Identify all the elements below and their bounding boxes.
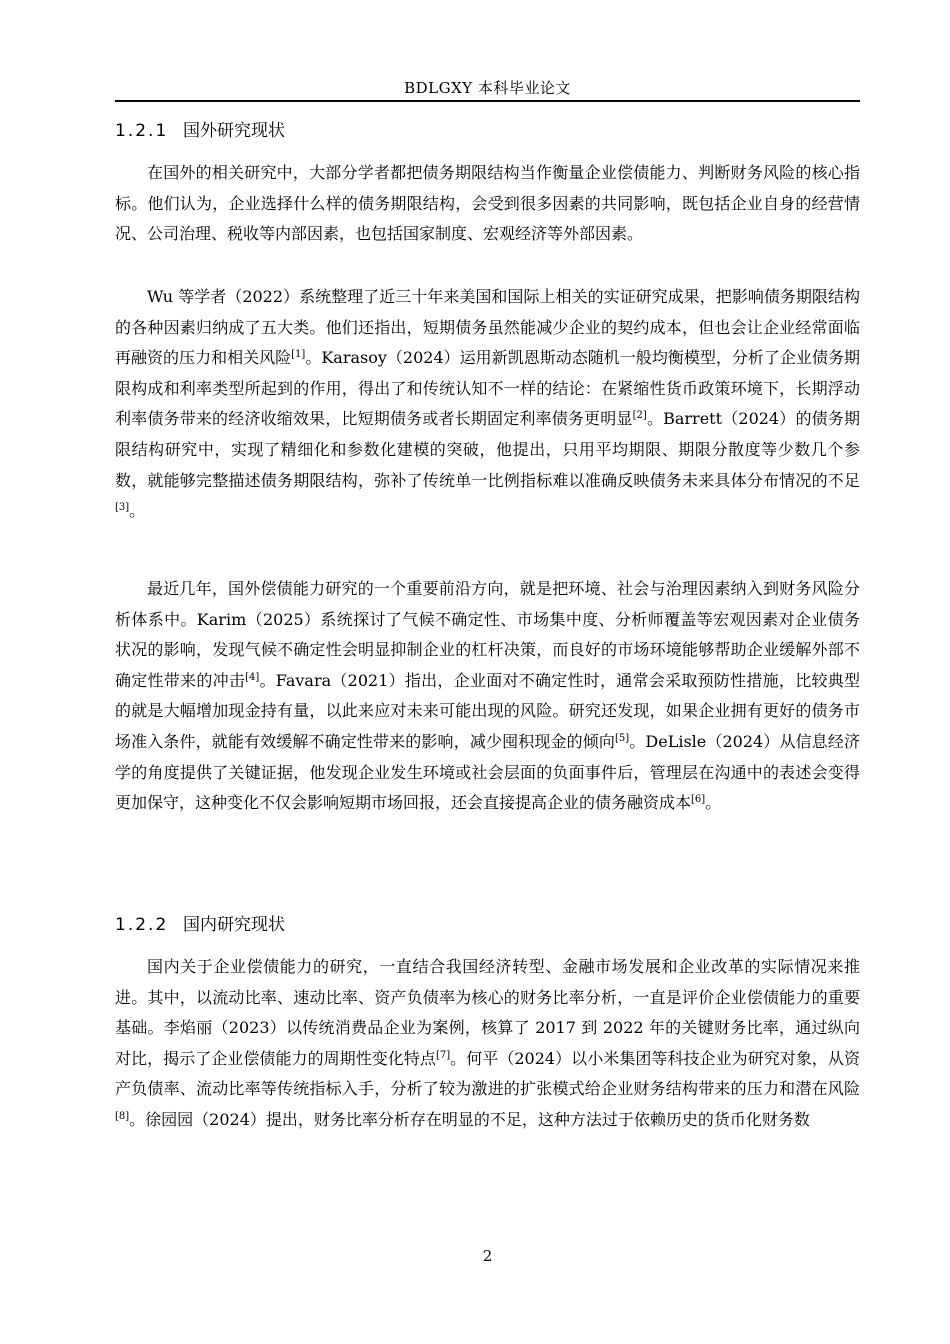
paragraph xyxy=(115,952,860,1136)
text-run: 国内关于企业偿债能力的研究，一直结合我国经济转型、金融市场发展和企业改革的实际情况来推进。其中，以流动比率、速动比率、资产负债率为核心的财务比率分析，一直是评价企业偿债能力的重要基础。李焰丽（2023）以传统消费品企业为案例，核算了 2017 到 2022 年的关键财务比率，通过纵向对比，揭示了企业偿债能力的周期性变化特点 xyxy=(115,957,860,1068)
section-number: 1.2.2 xyxy=(115,915,169,935)
text-run: 最近几年，国外偿债能力研究的一个重要前沿方向，就是把环境、社会与治理因素纳入到财务风险分析体系中。Karim（2025）系统探讨了气候不确定性、市场集中度、分析师覆盖等宏观因素对企业债务状况的影响，发现气候不确定性会明显抑制企业的杠杆决策，而良好的市场环境能够帮助企业缓解外部不确定性带来的冲击 xyxy=(115,579,860,690)
page-number: 2 xyxy=(482,1247,493,1265)
section-number: 1.2.1 xyxy=(115,121,169,141)
citation-ref: [2] xyxy=(632,410,647,422)
text-run: Wu 等学者（2022）系统整理了近三十年来美国和国际上相关的实证研究成果，把影响债务期限结构的各种因素归纳成了五大类。他们还指出，短期债务虽然能减少企业的契约成本，但也会让企业经常面临再融资的压力和相关风险 xyxy=(115,287,860,368)
section-title: 国内研究现状 xyxy=(183,915,285,935)
paragraph xyxy=(115,574,860,819)
text-run: 。Barrett（2024）的债务期限结构研究中，实现了精细化和参数化建模的突破，他提出，只用平均期限、期限分散度等少数几个参数，就能够完整描述债务期限结构，弥补了传统单一比例指标难以准确反映债务未来具体分布情况的不足 xyxy=(115,409,860,490)
page-header: BDLGXY 本科毕业论文 xyxy=(404,79,571,97)
citation-ref: [8] xyxy=(115,1110,130,1122)
paragraph xyxy=(115,158,860,250)
citation-ref: [1] xyxy=(291,349,306,361)
section-heading-1-2-2 xyxy=(115,910,860,940)
citation-ref: [4] xyxy=(245,671,260,683)
text-run: 。徐园园（2024）提出，财务比率分析存在明显的不足，这种方法过于依赖历史的货币化财务数 xyxy=(129,1109,810,1129)
section-title: 国外研究现状 xyxy=(183,121,285,141)
citation-ref: [7] xyxy=(435,1049,451,1061)
text-run: 。 xyxy=(129,501,146,521)
text-run: 。何平（2024）以小米集团等科技企业为研究对象，从资产负债率、流动比率等传统指标入手，分析了较为激进的扩张模式给企业财务结构带来的压力和潜在风险 xyxy=(115,1048,860,1099)
paragraph xyxy=(115,282,860,527)
text-run: 在国外的相关研究中，大部分学者都把债务期限结构当作衡量企业偿债能力、判断财务风险的核心指标。他们认为，企业选择什么样的债务期限结构，会受到很多因素的共同影响，既包括企业自身的经营情况、公司治理、税收等内部因素，也包括国家制度、宏观经济等外部因素。 xyxy=(115,163,860,244)
citation-ref: [3] xyxy=(115,502,130,514)
citation-ref: [5] xyxy=(614,732,630,744)
section-heading-1-2-1 xyxy=(115,116,860,146)
text-run: 。 xyxy=(705,793,722,813)
text-run: 。Favara（2021）指出，企业面对不确定性时，通常会采取预防性措施，比较典型的就是大幅增加现金持有量，以此来应对未来可能出现的风险。研究还发现，如果企业拥有更好的债务市场准入条件，就能有效缓解不确定性带来的影响，减少囤积现金的倾向 xyxy=(115,670,860,751)
text-run: 。Karasoy（2024）运用新凯恩斯动态随机一般均衡模型，分析了企业债务期限构成和利率类型所起到的作用，得出了和传统认知不一样的结论：在紧缩性货币政策环境下，长期浮动利率债务带来的经济收缩效果，比短期债务或者长期固定利率债务更明显 xyxy=(115,348,860,429)
header-rule xyxy=(115,100,860,102)
citation-ref: [6] xyxy=(691,794,706,806)
text-run: 。DeLisle（2024）从信息经济学的角度提供了关键证据，他发现企业发生环境或社会层面的负面事件后，管理层在沟通中的表述会变得更加保守，这种变化不仅会影响短期市场回报，还会直接提高企业的债务融资成本 xyxy=(115,731,860,813)
